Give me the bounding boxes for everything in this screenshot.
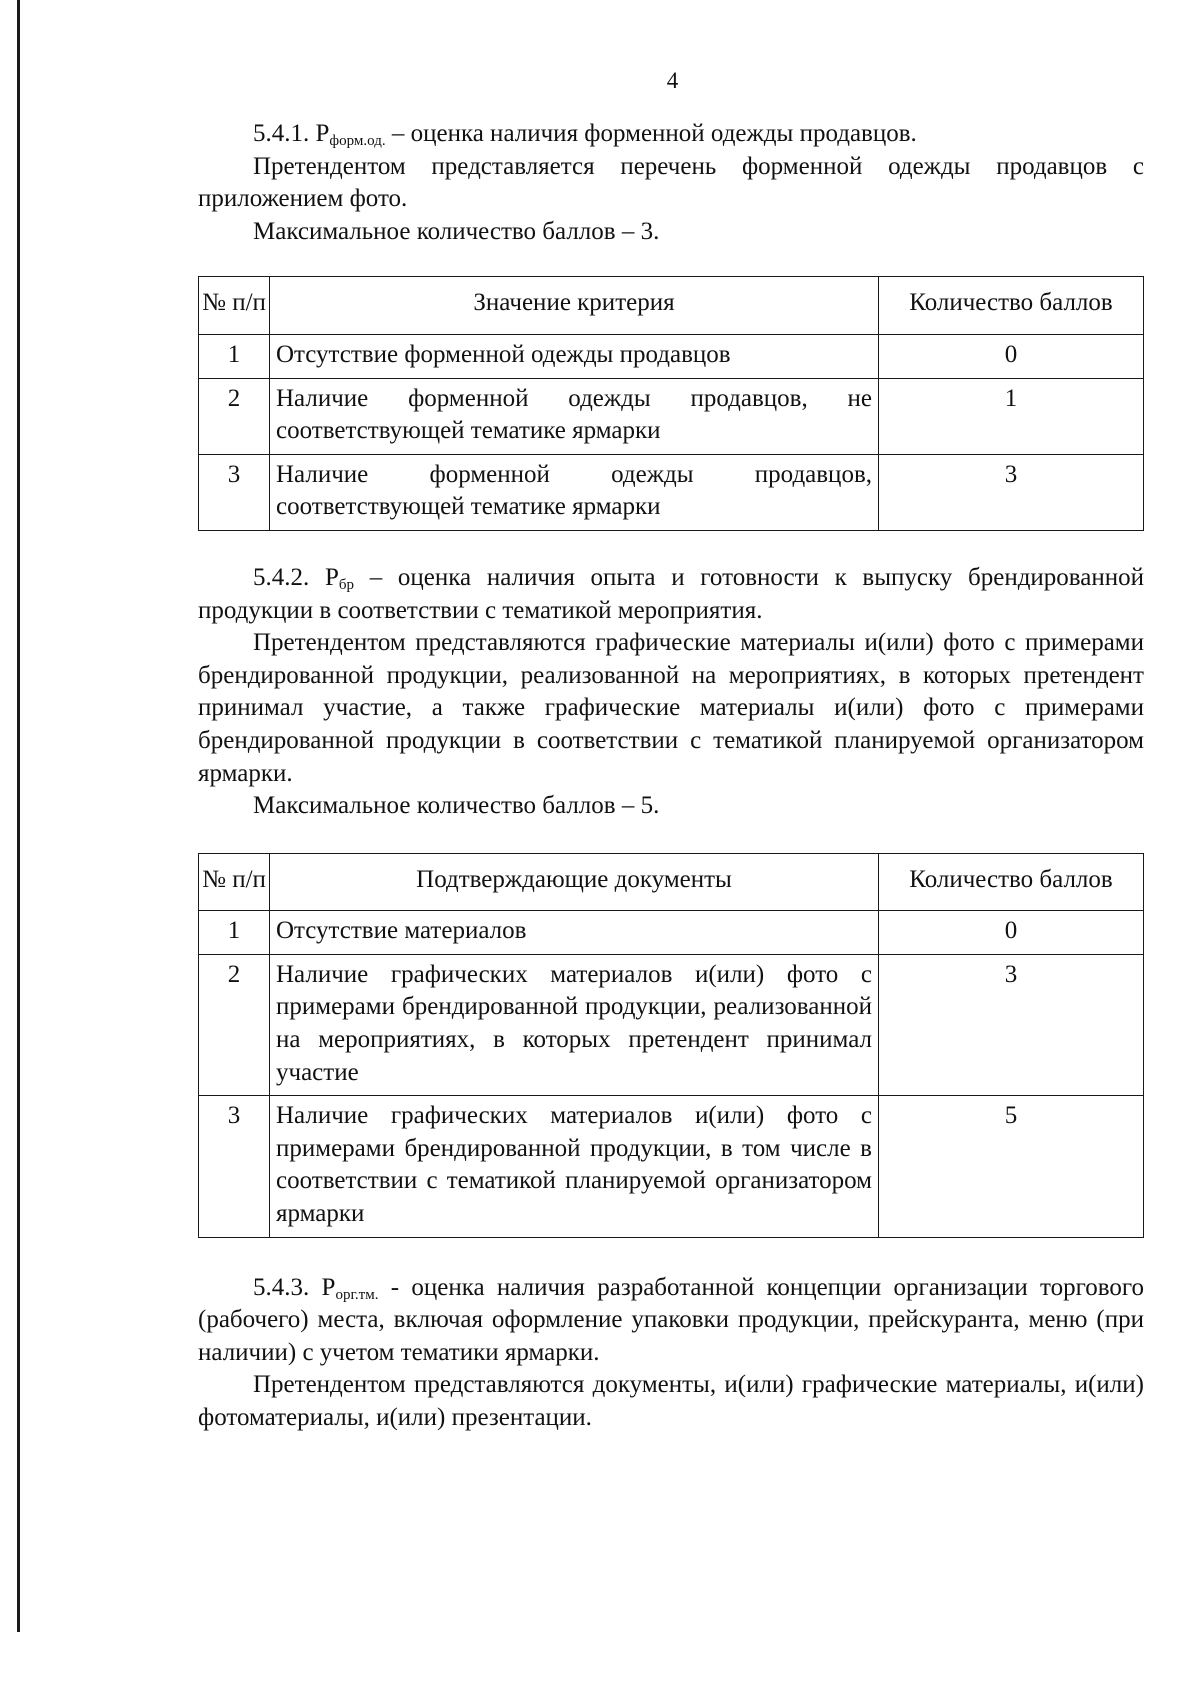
table-header-row [199,277,1144,335]
row-number: 3 [199,1096,270,1237]
section-5-4-2-max-score: Максимальное количество баллов – 5. [253,792,660,820]
heading-prefix: 5.4.3. P [253,1273,336,1301]
header-documents: Подтверждающие документы [270,853,879,911]
row-score: 3 [879,954,1144,1095]
document-body [198,118,1144,1435]
heading-text: – оценка наличия форменной одежды продавцов. [385,120,917,147]
header-score: Количество баллов [879,277,1144,335]
header-number: № п/п [199,277,270,335]
row-text: Отсутствие форменной одежды продавцов [270,334,879,378]
row-score: 0 [879,911,1144,955]
page-number: 4 [666,68,679,93]
heading-subscript: орг.тм. [335,1286,379,1303]
row-text: Отсутствие материалов [270,911,879,955]
heading-subscript: бр [338,576,354,593]
table-row [199,378,1144,454]
table-header-row [199,853,1144,911]
heading-prefix: 5.4.2. P [253,563,339,591]
section-5-4-2-paragraph: Претендентом представляются графические материалы и(или) фото с примерами брендированной продукции, реализованной на мероприятиях, в которых претендент принимал участие, а также графические материалы и(или) фото с примерами брендированной продукции в соответствии с тематикой планируемой организатором ярмарки. [198,629,1144,787]
row-score: 3 [879,454,1144,530]
table-row [199,954,1144,1095]
section-5-4-3-heading [198,1272,1144,1370]
row-text: Наличие графических материалов и(или) фото с примерами брендированной продукции, реализованной на мероприятиях, в которых претендент принимал участие [270,954,879,1095]
table-row [199,911,1144,955]
row-score: 5 [879,1096,1144,1237]
row-number: 1 [199,911,270,955]
heading-prefix: 5.4.1. P [253,120,330,147]
row-number: 3 [199,454,270,530]
table-row [199,1096,1144,1237]
row-score: 1 [879,378,1144,454]
criteria-table-uniform [198,276,1144,531]
section-5-4-1-max-score: Максимальное количество баллов – 3. [253,217,660,245]
section-5-4-3-paragraph: Претендентом представляются документы, и(или) графические материалы, и(или) фотоматериалы, и(или) презентации. [198,1371,1144,1431]
table-row [199,454,1144,530]
criteria-table-branding [198,853,1144,1238]
heading-text: – оценка наличия опыта и готовности к выпуску брендированной продукции в соответствии с тематикой мероприятия. [198,563,1145,624]
left-margin-rule [17,0,20,1632]
heading-subscript: форм.од. [329,133,386,149]
header-number: № п/п [199,853,270,911]
heading-text: - оценка наличия разработанной концепции организации торгового (рабочего) места, включая оформление упаковки продукции, прейскуранта, меню (при наличии) с учетом тематики ярмарки. [198,1273,1145,1366]
row-score: 0 [879,334,1144,378]
row-number: 2 [199,954,270,1095]
section-5-4-2-heading [198,562,1144,627]
row-text: Наличие графических материалов и(или) фото с примерами брендированной продукции, в том числе в соответствии с тематикой планируемой организатором ярмарки [270,1096,879,1237]
header-criterion: Значение критерия [270,277,879,335]
section-5-4-1-paragraph: Претендентом представляется перечень форменной одежды продавцов с приложением фото. [198,152,1144,213]
row-text: Наличие форменной одежды продавцов, соответствующей тематике ярмарки [270,454,879,530]
table-row [199,334,1144,378]
header-score: Количество баллов [879,853,1144,911]
row-text: Наличие форменной одежды продавцов, не соответствующей тематике ярмарки [270,378,879,454]
section-5-4-1-heading [198,118,1144,151]
row-number: 2 [199,378,270,454]
row-number: 1 [199,334,270,378]
